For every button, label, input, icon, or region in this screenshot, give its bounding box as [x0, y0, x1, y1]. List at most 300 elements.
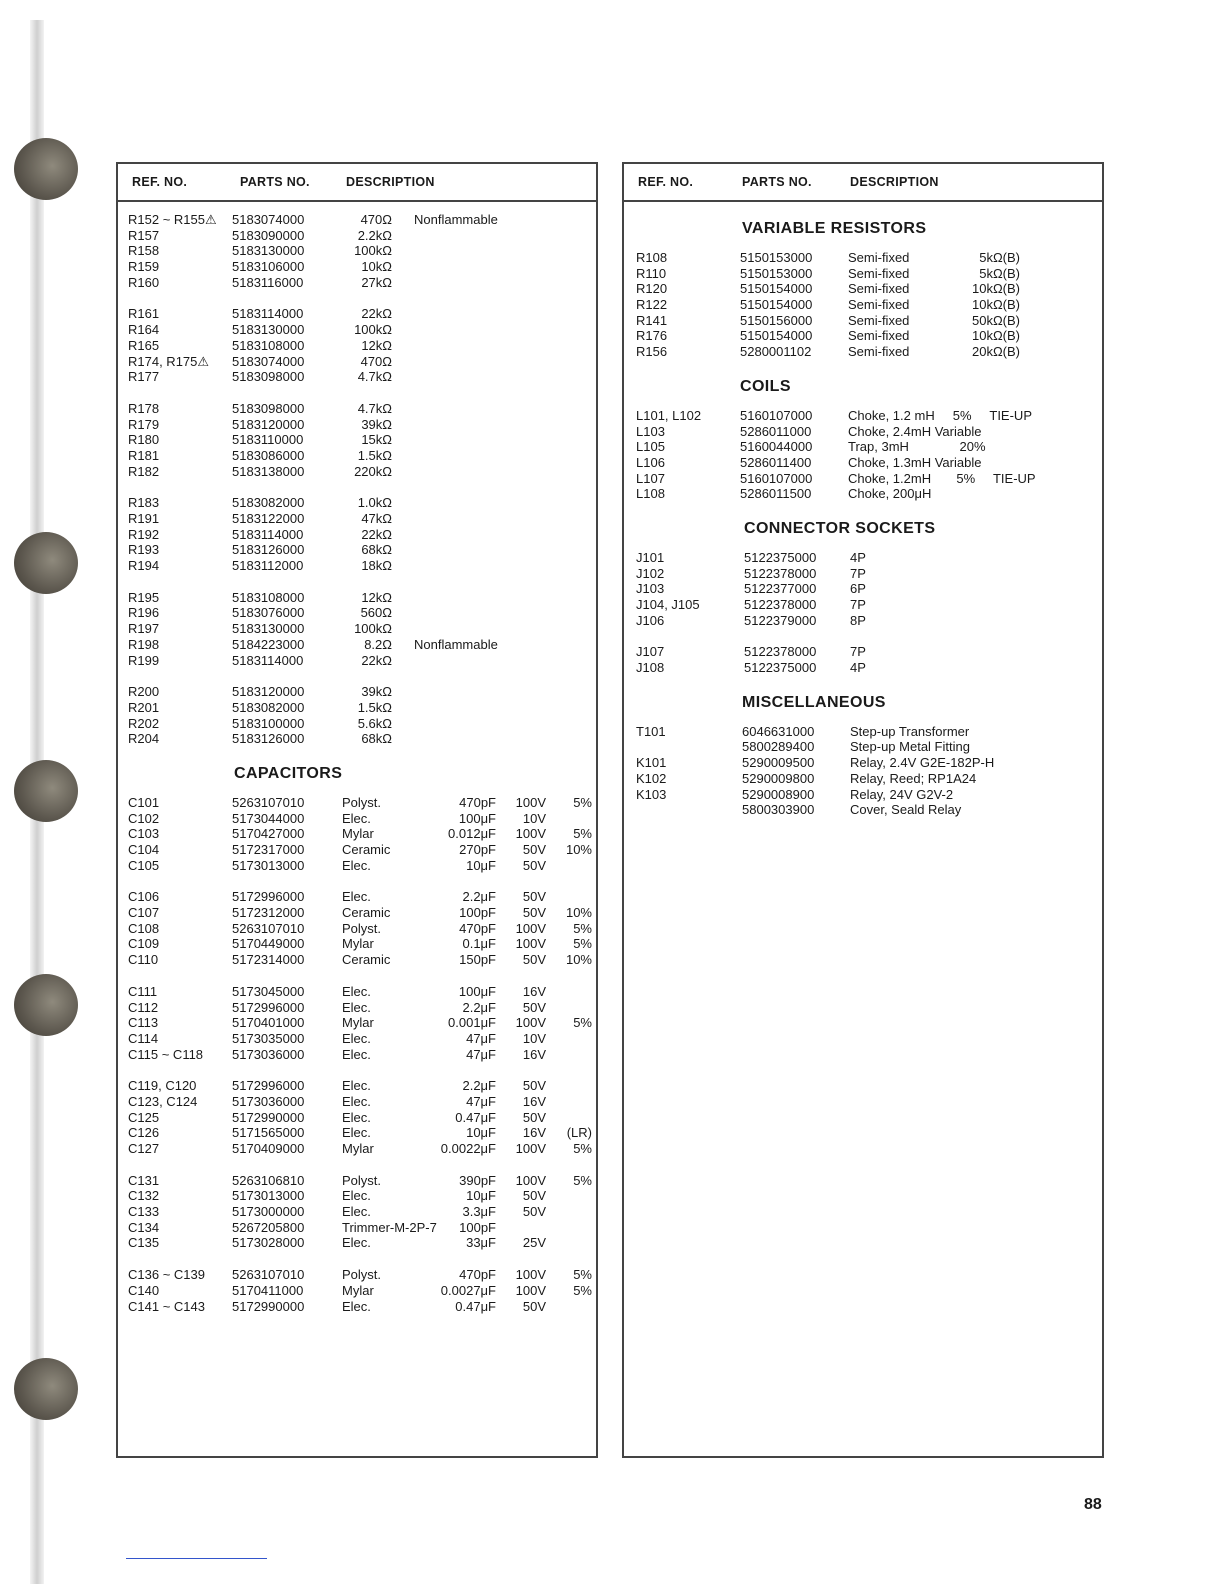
resistor-type: Semi-fixed: [848, 281, 910, 297]
pin-count: 4P: [850, 660, 866, 676]
parts-no: 5290009800: [742, 770, 815, 786]
ref-no: R199: [128, 652, 160, 668]
binder-hole: [14, 1358, 78, 1420]
parts-no: 5171565000: [232, 1125, 305, 1141]
ref-no: R120: [636, 281, 668, 297]
table-row: [624, 297, 1102, 313]
table-row: [118, 243, 596, 259]
parts-no: 5183082000: [232, 495, 305, 511]
tolerance: 5%: [573, 1015, 592, 1031]
table-row: [118, 417, 596, 433]
parts-no: 5150156000: [740, 312, 813, 328]
parts-no: 5173000000: [232, 1204, 305, 1220]
resistance-value: 10kΩ: [361, 259, 392, 275]
voltage-rating: 100V: [515, 794, 546, 810]
parts-no: 5183090000: [232, 227, 305, 243]
table-row: [624, 486, 1102, 502]
capacitor-type: Polyst.: [342, 794, 382, 810]
ref-no: J103: [636, 581, 665, 597]
ref-no: C102: [128, 810, 160, 826]
table-row: [118, 621, 596, 637]
ref-no: C106: [128, 889, 160, 905]
left-table-body: [118, 202, 596, 1314]
connector-group: [624, 550, 1102, 628]
miscellaneous-section-title: [624, 692, 1102, 714]
table-row: [624, 550, 1102, 566]
resistor-group: [118, 590, 596, 668]
capacitor-type: Trimmer-M-2P-7: [342, 1219, 437, 1235]
parts-no: 5183130000: [232, 243, 305, 259]
resistance-value: 50kΩ(B): [971, 312, 1020, 328]
resistor-type: Semi-fixed: [848, 250, 910, 265]
resistance-value: 10kΩ(B): [971, 328, 1020, 344]
coil-description: Trap, 3mH 20%: [848, 439, 986, 455]
parts-no: 5800289400: [742, 739, 815, 755]
voltage-rating: 50V: [522, 1188, 546, 1204]
ref-no: C119, C120: [128, 1078, 197, 1094]
table-row: [118, 464, 596, 480]
capacitance-value: 0.001μF: [448, 1015, 496, 1031]
capacitor-type: Elec.: [342, 810, 371, 826]
resistor-type: Semi-fixed: [848, 312, 910, 328]
table-row: [118, 448, 596, 464]
capacitor-type: Elec.: [342, 1204, 371, 1220]
parts-no: 5172996000: [232, 999, 305, 1015]
ref-no: C134: [128, 1219, 160, 1235]
parts-no: 5173013000: [232, 857, 305, 873]
table-row: [624, 581, 1102, 597]
capacitor-type: Mylar: [342, 1015, 374, 1031]
capacitance-value: 2.2μF: [462, 1078, 496, 1094]
table-row: [624, 328, 1102, 344]
resistor-type: Semi-fixed: [848, 265, 910, 281]
tolerance: 10%: [565, 952, 592, 968]
parts-no: 5184223000: [232, 636, 305, 652]
capacitance-value: 470pF: [459, 920, 496, 936]
parts-no: 5173045000: [232, 983, 305, 999]
page-number: 88: [1084, 1496, 1102, 1513]
ref-no: R110: [636, 265, 667, 281]
resistance-value: 18kΩ: [361, 558, 392, 574]
table-row: [118, 1125, 596, 1141]
parts-no: 5172990000: [232, 1298, 305, 1314]
parts-no: 5150154000: [740, 297, 813, 313]
parts-no: 5122378000: [744, 644, 817, 660]
capacitor-group: [118, 1267, 596, 1314]
resistor-group: [118, 495, 596, 573]
voltage-rating: 100V: [515, 920, 546, 936]
ref-no: L101, L102: [636, 407, 702, 423]
coil-group: [624, 408, 1102, 502]
ref-no: R181: [128, 447, 160, 463]
table-row: [624, 755, 1102, 771]
table-row: [118, 811, 596, 827]
ref-no: R197: [128, 621, 160, 637]
table-row: [118, 275, 596, 291]
miscellaneous-section-title-text: MISCELLANEOUS: [742, 693, 886, 711]
parts-no: 5172996000: [232, 889, 305, 905]
parts-no: 5173036000: [232, 1093, 305, 1109]
table-row: [118, 684, 596, 700]
parts-no: 5183130000: [232, 621, 305, 637]
ref-no: R165: [128, 337, 160, 353]
table-row: [118, 527, 596, 543]
table-row: [118, 905, 596, 921]
variable-resistor-group: [624, 250, 1102, 360]
table-row: [118, 369, 596, 385]
parts-no: 5173035000: [232, 1030, 305, 1046]
ref-no: C125: [128, 1109, 160, 1125]
tolerance: 5%: [573, 1282, 592, 1298]
table-row: [624, 739, 1102, 755]
table-row: [118, 212, 596, 228]
coil-description: Choke, 1.2mH 5% TIE-UP: [848, 470, 1036, 486]
ref-no: R156: [636, 344, 668, 360]
binder-hole: [14, 974, 78, 1036]
description-header: DESCRIPTION: [346, 175, 435, 189]
resistor-group: [118, 212, 596, 290]
table-row: [624, 424, 1102, 440]
ref-no: R177: [128, 369, 160, 385]
voltage-rating: 100V: [515, 1015, 546, 1031]
parts-no: 5183116000: [232, 274, 304, 290]
resistance-value: 220kΩ: [354, 463, 392, 479]
parts-no: 6046631000: [742, 723, 815, 739]
parts-no: 5286011500: [740, 486, 812, 502]
ref-no: J106: [636, 612, 665, 628]
ref-no: C109: [128, 936, 160, 952]
table-row: [118, 1173, 596, 1189]
resistance-value: 4.7kΩ: [357, 369, 392, 385]
table-row: [118, 984, 596, 1000]
resistance-value: 20kΩ(B): [971, 344, 1020, 360]
table-row: [118, 259, 596, 275]
binder-hole: [14, 760, 78, 822]
connector-group: [624, 644, 1102, 675]
parts-no-header: PARTS NO.: [240, 175, 310, 189]
table-row: [118, 858, 596, 874]
ref-no: J102: [636, 565, 665, 581]
table-row: [624, 802, 1102, 818]
ref-no: C107: [128, 905, 160, 921]
table-row: [118, 1141, 596, 1157]
table-row: [118, 1000, 596, 1016]
voltage-rating: 100V: [515, 1141, 546, 1156]
resistance-value: 68kΩ: [361, 731, 392, 747]
capacitor-group: [118, 795, 596, 873]
table-row: [118, 1078, 596, 1094]
capacitor-type: Elec.: [342, 1235, 371, 1251]
resistance-value: 470Ω: [360, 212, 392, 227]
ref-no: C127: [128, 1141, 160, 1156]
voltage-rating: 50V: [522, 1109, 546, 1125]
ref-no: J104, J105: [636, 597, 700, 612]
ref-no: C111: [128, 983, 158, 999]
parts-no: 5183074000: [232, 212, 305, 227]
resistance-value: 5kΩ(B): [979, 265, 1020, 281]
capacitance-value: 100μF: [458, 810, 496, 826]
capacitor-type: Elec.: [342, 1109, 371, 1125]
table-row: [118, 495, 596, 511]
table-row: [624, 439, 1102, 455]
capacitor-type: Elec.: [342, 1298, 371, 1314]
voltage-rating: 16V: [522, 1093, 546, 1109]
ref-no: R192: [128, 526, 160, 542]
capacitance-value: 100μF: [458, 983, 496, 999]
parts-no: 5183086000: [232, 447, 305, 463]
parts-no: 5183076000: [232, 605, 305, 621]
ref-no: C135: [128, 1235, 160, 1251]
voltage-rating: 50V: [522, 857, 546, 873]
ref-no: K103: [636, 786, 667, 802]
tolerance: 5%: [573, 1141, 592, 1156]
capacitor-type: Mylar: [342, 1282, 374, 1298]
tolerance: 10%: [565, 905, 592, 921]
capacitor-type: Polyst.: [342, 1267, 382, 1283]
parts-no: 5150154000: [740, 328, 813, 344]
table-row: [118, 1267, 596, 1283]
voltage-rating: 50V: [522, 1298, 546, 1314]
resistance-value: 5kΩ(B): [979, 250, 1020, 265]
parts-no: 5290008900: [742, 786, 815, 802]
parts-no: 5183126000: [232, 542, 305, 558]
parts-no: 5172996000: [232, 1078, 305, 1094]
parts-no: 5170401000: [232, 1015, 305, 1031]
capacitor-group: [118, 1173, 596, 1251]
binder-hole: [14, 532, 78, 594]
parts-no: 5183098000: [232, 369, 305, 385]
parts-no: 5290009500: [742, 755, 815, 771]
parts-no: 5173013000: [232, 1188, 305, 1204]
resistance-value: 2.2kΩ: [357, 227, 392, 243]
parts-no: 5286011000: [740, 423, 812, 439]
table-row: [118, 1031, 596, 1047]
resistor-group: [118, 306, 596, 384]
ref-no: C112: [128, 999, 159, 1015]
parts-no: 5263106810: [232, 1172, 305, 1188]
resistance-value: 10kΩ(B): [971, 281, 1020, 297]
resistor-type: Semi-fixed: [848, 328, 910, 344]
voltage-rating: 16V: [522, 983, 546, 999]
resistance-value: 22kΩ: [361, 306, 392, 322]
ref-no: C113: [128, 1015, 159, 1031]
resistance-value: 68kΩ: [361, 542, 392, 558]
voltage-rating: 100V: [515, 936, 546, 952]
resistance-value: 4.7kΩ: [357, 400, 392, 416]
ref-no: C104: [128, 842, 160, 857]
table-row: [118, 1047, 596, 1063]
capacitor-type: Polyst.: [342, 1172, 382, 1188]
parts-no: 5173028000: [232, 1235, 305, 1251]
coil-description: Choke, 2.4mH Variable: [848, 423, 982, 439]
table-row: [624, 313, 1102, 329]
capacitance-value: 10μF: [466, 857, 496, 873]
parts-no: 5172312000: [232, 905, 305, 921]
table-row: [118, 511, 596, 527]
ref-no: C126: [128, 1125, 160, 1141]
connector-sockets-section-title: [624, 518, 1102, 540]
tolerance: 5%: [573, 794, 592, 810]
ref-no: J107: [636, 644, 665, 660]
table-row: [118, 1204, 596, 1220]
voltage-rating: 100V: [515, 1172, 546, 1188]
parts-no: 5160107000: [740, 407, 813, 423]
ref-no: R179: [128, 416, 160, 432]
table-row: [118, 1235, 596, 1251]
table-row: [624, 787, 1102, 803]
ref-no: C108: [128, 920, 160, 936]
resistance-value: 1.0kΩ: [357, 495, 392, 511]
parts-no: 5173036000: [232, 1046, 305, 1062]
parts-no: 5263107010: [232, 1267, 305, 1283]
resistance-value: 1.5kΩ: [357, 699, 392, 715]
capacitor-type: Elec.: [342, 857, 371, 873]
ref-no: R174, R175⚠: [128, 353, 210, 369]
parts-no: 5173044000: [232, 810, 305, 826]
parts-no: 5122379000: [744, 612, 817, 628]
ref-no: K102: [636, 770, 667, 786]
capacitance-value: 0.47μF: [455, 1298, 496, 1314]
tolerance: 5%: [573, 1267, 592, 1283]
voltage-rating: 50V: [522, 999, 546, 1015]
parts-no: 5183074000: [232, 353, 305, 369]
capacitance-value: 0.0022μF: [440, 1141, 496, 1156]
resistance-value: 8.2Ω: [364, 636, 392, 652]
resistance-value: 100kΩ: [354, 243, 392, 259]
ref-no: K101: [636, 755, 667, 771]
table-row: [118, 1299, 596, 1315]
right-parts-table: [622, 162, 1104, 1458]
table-row: [118, 432, 596, 448]
table-row: [118, 842, 596, 858]
capacitance-value: 150pF: [459, 952, 496, 968]
table-row: [118, 1188, 596, 1204]
parts-no: 5267205800: [232, 1219, 305, 1235]
ref-no: C133: [128, 1204, 160, 1220]
parts-no: 5183114000: [232, 652, 304, 668]
ref-no: C101: [128, 794, 160, 810]
misc-description: Step-up Transformer: [850, 723, 970, 739]
ref-no: R122: [636, 297, 668, 313]
table-row: [118, 716, 596, 732]
right-table-body: [624, 202, 1102, 818]
table-row: [624, 250, 1102, 266]
ref-no: C141 ~ C143: [128, 1298, 205, 1314]
resistance-value: 27kΩ: [361, 274, 392, 290]
capacitance-value: 0.47μF: [455, 1109, 496, 1125]
margin-line: [126, 1558, 267, 1559]
capacitor-type: Elec.: [342, 999, 371, 1015]
table-row: [118, 542, 596, 558]
pin-count: 7P: [850, 565, 866, 581]
table-row: [118, 338, 596, 354]
ref-no: C110: [128, 952, 159, 968]
resistor-type: Semi-fixed: [848, 344, 910, 360]
resistance-value: 22kΩ: [361, 652, 392, 668]
parts-no: 5183126000: [232, 731, 305, 747]
ref-no: R204: [128, 731, 160, 747]
resistance-value: 15kΩ: [361, 432, 392, 448]
connector-sockets-section-title-text: CONNECTOR SOCKETS: [744, 519, 936, 537]
resistance-value: 470Ω: [360, 353, 392, 369]
table-header: [118, 164, 596, 202]
pin-count: 7P: [850, 597, 866, 612]
table-row: [624, 724, 1102, 740]
resistance-value: 560Ω: [360, 605, 392, 621]
misc-description: Step-up Metal Fitting: [850, 739, 970, 755]
ref-no: R159: [128, 259, 160, 275]
voltage-rating: 10V: [522, 810, 546, 826]
variable-resistors-section-title-text: VARIABLE RESISTORS: [742, 220, 927, 237]
capacitance-value: 2.2μF: [462, 889, 496, 905]
table-row: [118, 921, 596, 937]
voltage-rating: 16V: [522, 1046, 546, 1062]
parts-no: 5170449000: [232, 936, 305, 952]
table-row: [118, 590, 596, 606]
table-row: [624, 660, 1102, 676]
table-row: [118, 228, 596, 244]
capacitor-group: [118, 984, 596, 1062]
tolerance: 5%: [573, 920, 592, 936]
ref-no: R178: [128, 400, 160, 416]
voltage-rating: 50V: [522, 905, 546, 921]
pin-count: 8P: [850, 612, 866, 628]
capacitor-group: [118, 1078, 596, 1156]
parts-no: 5172314000: [232, 952, 305, 968]
parts-no: 5800303900: [742, 802, 815, 818]
table-row: [624, 597, 1102, 613]
ref-no: C115 ~ C118: [128, 1046, 204, 1062]
parts-no: 5183122000: [232, 511, 305, 526]
parts-no: 5183108000: [232, 337, 305, 353]
capacitance-value: 0.012μF: [448, 826, 496, 842]
capacitors-section-title-text: CAPACITORS: [234, 764, 343, 782]
capacitor-type: Mylar: [342, 936, 374, 952]
capacitance-value: 10μF: [466, 1188, 496, 1204]
binder-edge: [0, 0, 60, 1584]
ref-no: C114: [128, 1030, 159, 1046]
voltage-rating: 16V: [522, 1125, 546, 1141]
table-row: [118, 1015, 596, 1031]
table-row: [118, 1110, 596, 1126]
variable-resistors-section-title: [624, 218, 1102, 240]
capacitance-value: 0.0027μF: [440, 1282, 496, 1298]
tolerance: 5%: [573, 1172, 592, 1188]
voltage-rating: 100V: [515, 1267, 546, 1283]
capacitance-value: 10μF: [466, 1125, 496, 1141]
table-row: [118, 1094, 596, 1110]
capacitor-type: Mylar: [342, 1141, 374, 1156]
table-header: [624, 164, 1102, 202]
ref-no: R164: [128, 322, 160, 338]
capacitance-value: 470pF: [459, 1267, 496, 1283]
ref-no: R194: [128, 558, 160, 574]
parts-no: 5150153000: [740, 265, 813, 281]
ref-no: C103: [128, 826, 160, 842]
capacitance-value: 33μF: [466, 1235, 496, 1251]
ref-no: R196: [128, 605, 160, 621]
resistance-value: 1.5kΩ: [357, 447, 392, 463]
table-row: [624, 471, 1102, 487]
table-row: [118, 558, 596, 574]
ref-no: R191: [128, 511, 160, 526]
capacitor-type: Ceramic: [342, 905, 391, 921]
capacitance-value: 47μF: [466, 1046, 496, 1062]
voltage-rating: 10V: [522, 1030, 546, 1046]
capacitor-type: Elec.: [342, 1125, 371, 1141]
parts-no: 5183110000: [232, 432, 304, 448]
capacitor-type: Elec.: [342, 1093, 371, 1109]
